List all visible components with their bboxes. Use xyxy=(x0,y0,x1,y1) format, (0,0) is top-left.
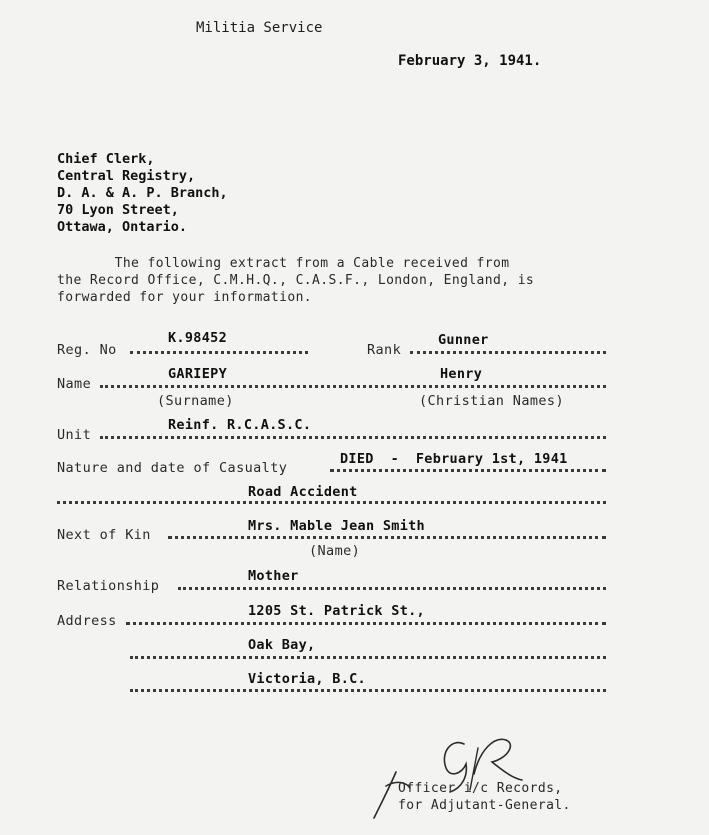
addressee-line: Ottawa, Ontario. xyxy=(57,219,188,235)
next-of-kin-label: Next of Kin xyxy=(57,527,151,543)
dotted-leader xyxy=(330,469,606,472)
reg-no-label: Reg. No xyxy=(57,342,117,358)
next-of-kin-value: Mrs. Mable Jean Smith xyxy=(248,518,425,534)
dotted-leader xyxy=(410,351,606,354)
address-line: Victoria, B.C. xyxy=(248,671,366,687)
intro-line: the Record Office, C.M.H.Q., C.A.S.F., London, England, is xyxy=(57,273,535,288)
dotted-leader xyxy=(100,436,606,439)
christian-name-value: Henry xyxy=(440,366,483,382)
address-line: Oak Bay, xyxy=(248,637,316,653)
letter-date: February 3, 1941. xyxy=(398,53,542,69)
signature-title: Officer i/c Records, xyxy=(398,781,563,796)
christian-name-caption: (Christian Names) xyxy=(419,393,564,409)
next-of-kin-caption: (Name) xyxy=(309,543,361,559)
surname-value: GARIEPY xyxy=(168,366,227,382)
dotted-leader xyxy=(100,385,606,388)
rank-value: Gunner xyxy=(438,332,489,348)
dotted-leader xyxy=(130,656,606,659)
unit-value: Reinf. R.C.A.S.C. xyxy=(168,417,312,433)
relationship-label: Relationship xyxy=(57,578,160,594)
intro-line: forwarded for your information. xyxy=(57,290,313,305)
dotted-leader xyxy=(126,622,606,625)
relationship-value: Mother xyxy=(248,568,299,584)
address-line: 1205 St. Patrick St., xyxy=(248,603,425,619)
reg-no-value: K.98452 xyxy=(168,330,227,346)
addressee-line: Chief Clerk, xyxy=(57,151,155,167)
service-heading: Militia Service xyxy=(196,20,323,36)
signature-subtitle: for Adjutant-General. xyxy=(398,798,571,813)
surname-caption: (Surname) xyxy=(157,393,234,409)
address-label: Address xyxy=(57,613,117,629)
addressee-line: 70 Lyon Street, xyxy=(57,202,179,218)
casualty-detail: Road Accident xyxy=(248,484,358,500)
rank-label: Rank xyxy=(367,342,402,358)
intro-line: The following extract from a Cable received from xyxy=(57,256,510,271)
name-label: Name xyxy=(57,376,92,392)
dotted-leader xyxy=(57,501,606,504)
dotted-leader xyxy=(130,351,308,354)
unit-label: Unit xyxy=(57,427,92,443)
dotted-leader xyxy=(130,689,606,692)
dotted-leader xyxy=(178,587,606,590)
casualty-value: DIED - February 1st, 1941 xyxy=(340,451,568,467)
dotted-leader xyxy=(168,536,606,539)
casualty-label: Nature and date of Casualty xyxy=(57,460,288,476)
addressee-line: D. A. & A. P. Branch, xyxy=(57,185,228,201)
addressee-line: Central Registry, xyxy=(57,168,196,184)
